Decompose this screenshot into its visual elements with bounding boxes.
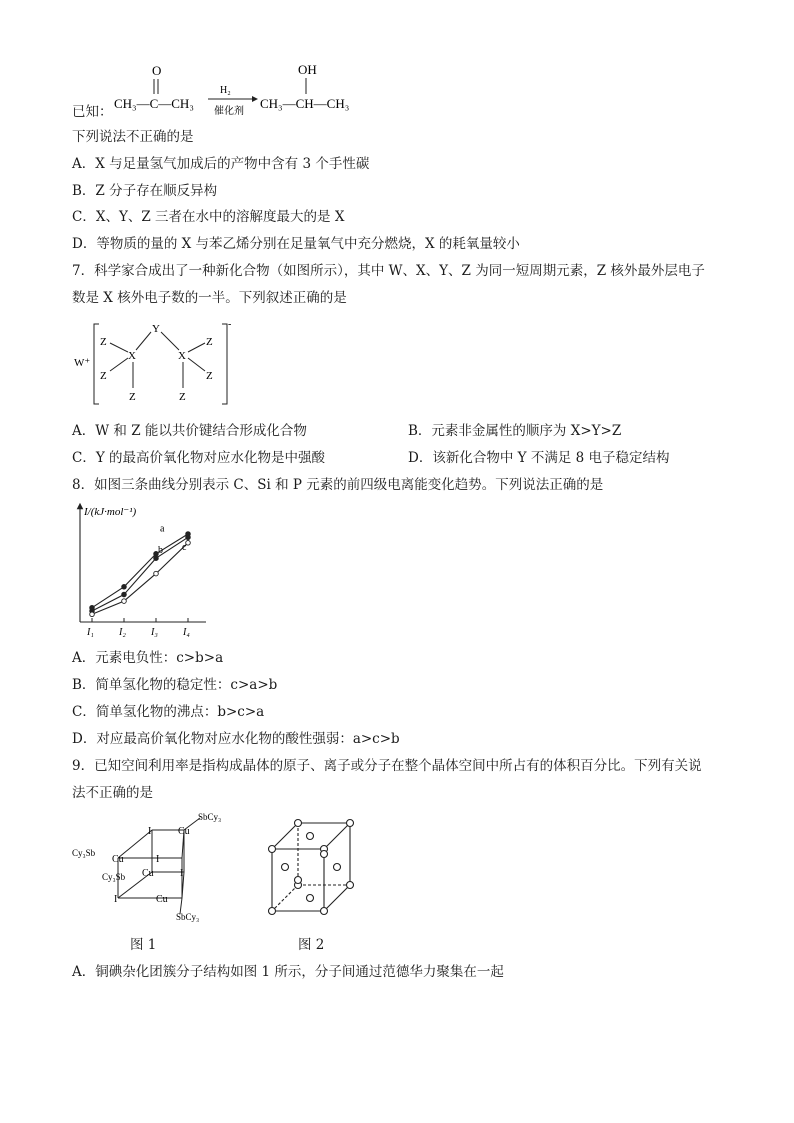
fig1-cu-bottom: Cu [156,894,168,905]
fig1-sb-bottom: SbCy₃ [176,912,200,922]
q9-stem-line2: 法不正确的是 [72,785,153,801]
q7-option-b: B．元素非金属性的顺序为 X>Y>Z [408,423,622,439]
known-reaction-figure [112,58,357,120]
q6-stem: 下列说法不正确的是 [72,129,194,145]
atom-z-l1: Z [100,336,107,348]
q7-stem-line1: 7．科学家合成出了一种新化合物（如图所示），其中 W、X、Y、Z 为同一短周期元素，Z 核外最外层电子 [72,263,705,279]
series-label-a: a [160,523,165,535]
reactant-oxygen: O [152,63,162,78]
cation-w: W⁺ [74,357,91,369]
q9-stem-line1: 9．已知空间利用率是指构成晶体的原子、离子或分子在整个晶体空间中所占有的体积百分比。下列有关说 [72,758,702,774]
q9-figure-1-cluster [72,810,222,925]
fig1-sb-mid: Cy₃Sb [102,872,126,882]
bond-xr-z1 [188,343,205,352]
q8-option-c: C．简单氢化物的沸点：b>c>a [72,704,265,720]
q8-option-a: A．元素电负性：c>b>a [72,650,224,666]
series-label-b: b [158,544,163,556]
fig1-cu-left: Cu [112,854,124,865]
q8-option-d: D．对应最高价氧化物对应水化物的酸性强弱：a>c>b [72,731,400,747]
series-label-c: c [182,542,187,553]
left-bracket [94,324,99,404]
arrow-catalyst: 催化剂 [214,106,244,117]
q6-option-a: A．X 与足量氢气加成后的产物中含有 3 个手性碳 [72,156,370,172]
bond-xl-y [136,332,151,350]
x-tick-label: I₃ [151,627,158,638]
bond-xl-z2 [110,358,128,371]
fig1-i-4: I [114,894,118,905]
fig1-i-3: I [180,868,184,879]
point-c-3 [154,552,159,557]
point-c-2 [122,585,127,590]
right-bracket [222,324,227,404]
arrow-reagent: H₂ [220,85,231,96]
atom-z-l3: Z [129,391,136,403]
fig1-i-1: I [148,826,152,837]
product-formula: CH₃—CH—CH₃ [260,96,350,111]
bond-y-xr [161,332,179,350]
atom-x-left: X [128,350,136,362]
series-line-a [92,537,188,611]
atom-z-r1: Z [206,336,213,348]
fig2-caption: 图 2 [298,937,325,953]
q7-option-d: D．该新化合物中 Y 不满足 8 电子稳定结构 [408,450,670,466]
point-a-2 [122,592,127,597]
fig1-i-2: I [156,854,160,865]
point-b-1 [90,612,95,617]
anion-charge: - [228,319,232,330]
fig1-cu-top: Cu [178,826,190,837]
x-tick-label: I₄ [183,627,190,638]
atom-z-l2: Z [100,370,107,382]
atom-y: Y [152,323,160,335]
x-tick-label: I₂ [119,627,126,638]
ionization-energy-chart [72,502,212,642]
atom-z-r2: Z [206,370,213,382]
point-c-4 [186,532,191,537]
point-b-2 [122,599,127,604]
y-axis-label: I/(kJ·mol⁻¹) [84,506,137,518]
q7-structure-figure [72,318,242,410]
q6-option-d: D．等物质的量的 X 与苯乙烯分别在足量氧气中充分燃烧，X 的耗氧量较小 [72,236,520,252]
q8-stem: 8．如图三条曲线分别表示 C、Si 和 P 元素的前四级电离能变化趋势。下列说法正确的是 [72,477,604,493]
bond-xr-z2 [188,358,205,371]
fig1-caption: 图 1 [130,937,157,953]
atom-z-r3: Z [179,391,186,403]
x-tick-label: I₁ [87,627,94,638]
fig1-sb-left: Cy₃Sb [72,848,96,858]
point-b-3 [154,571,159,576]
q8-option-b: B．简单氢化物的稳定性：c>a>b [72,677,278,693]
q9-figure-2-fcc-cell [262,815,362,927]
q9-option-a: A．铜碘杂化团簇分子结构如图 1 所示，分子间通过范德华力聚集在一起 [72,964,504,980]
known-prefix: 已知： [72,104,113,120]
q7-option-c: C．Y 的最高价氧化物对应水化物是中强酸 [72,450,326,466]
q7-option-a: A．W 和 Z 能以共价键结合形成化合物 [72,423,307,439]
reactant-formula: CH₃—C—CH₃ [114,96,194,111]
bond-xl-z1 [110,343,128,352]
point-a-3 [154,556,159,561]
series-line-c [92,534,188,608]
product-hydroxyl: OH [298,62,317,77]
reaction-arrow-head [252,96,258,102]
atom-x-right: X [178,350,186,362]
q6-option-b: B．Z 分子存在顺反异构 [72,183,218,199]
q6-option-c: C．X、Y、Z 三者在水中的溶解度最大的是 X [72,209,345,225]
fig1-cu-mid: Cu [142,868,154,879]
point-c-1 [90,605,95,610]
q7-stem-line2: 数是 X 核外电子数的一半。下列叙述正确的是 [72,290,347,306]
fig1-sb-top: SbCy₃ [198,812,222,822]
